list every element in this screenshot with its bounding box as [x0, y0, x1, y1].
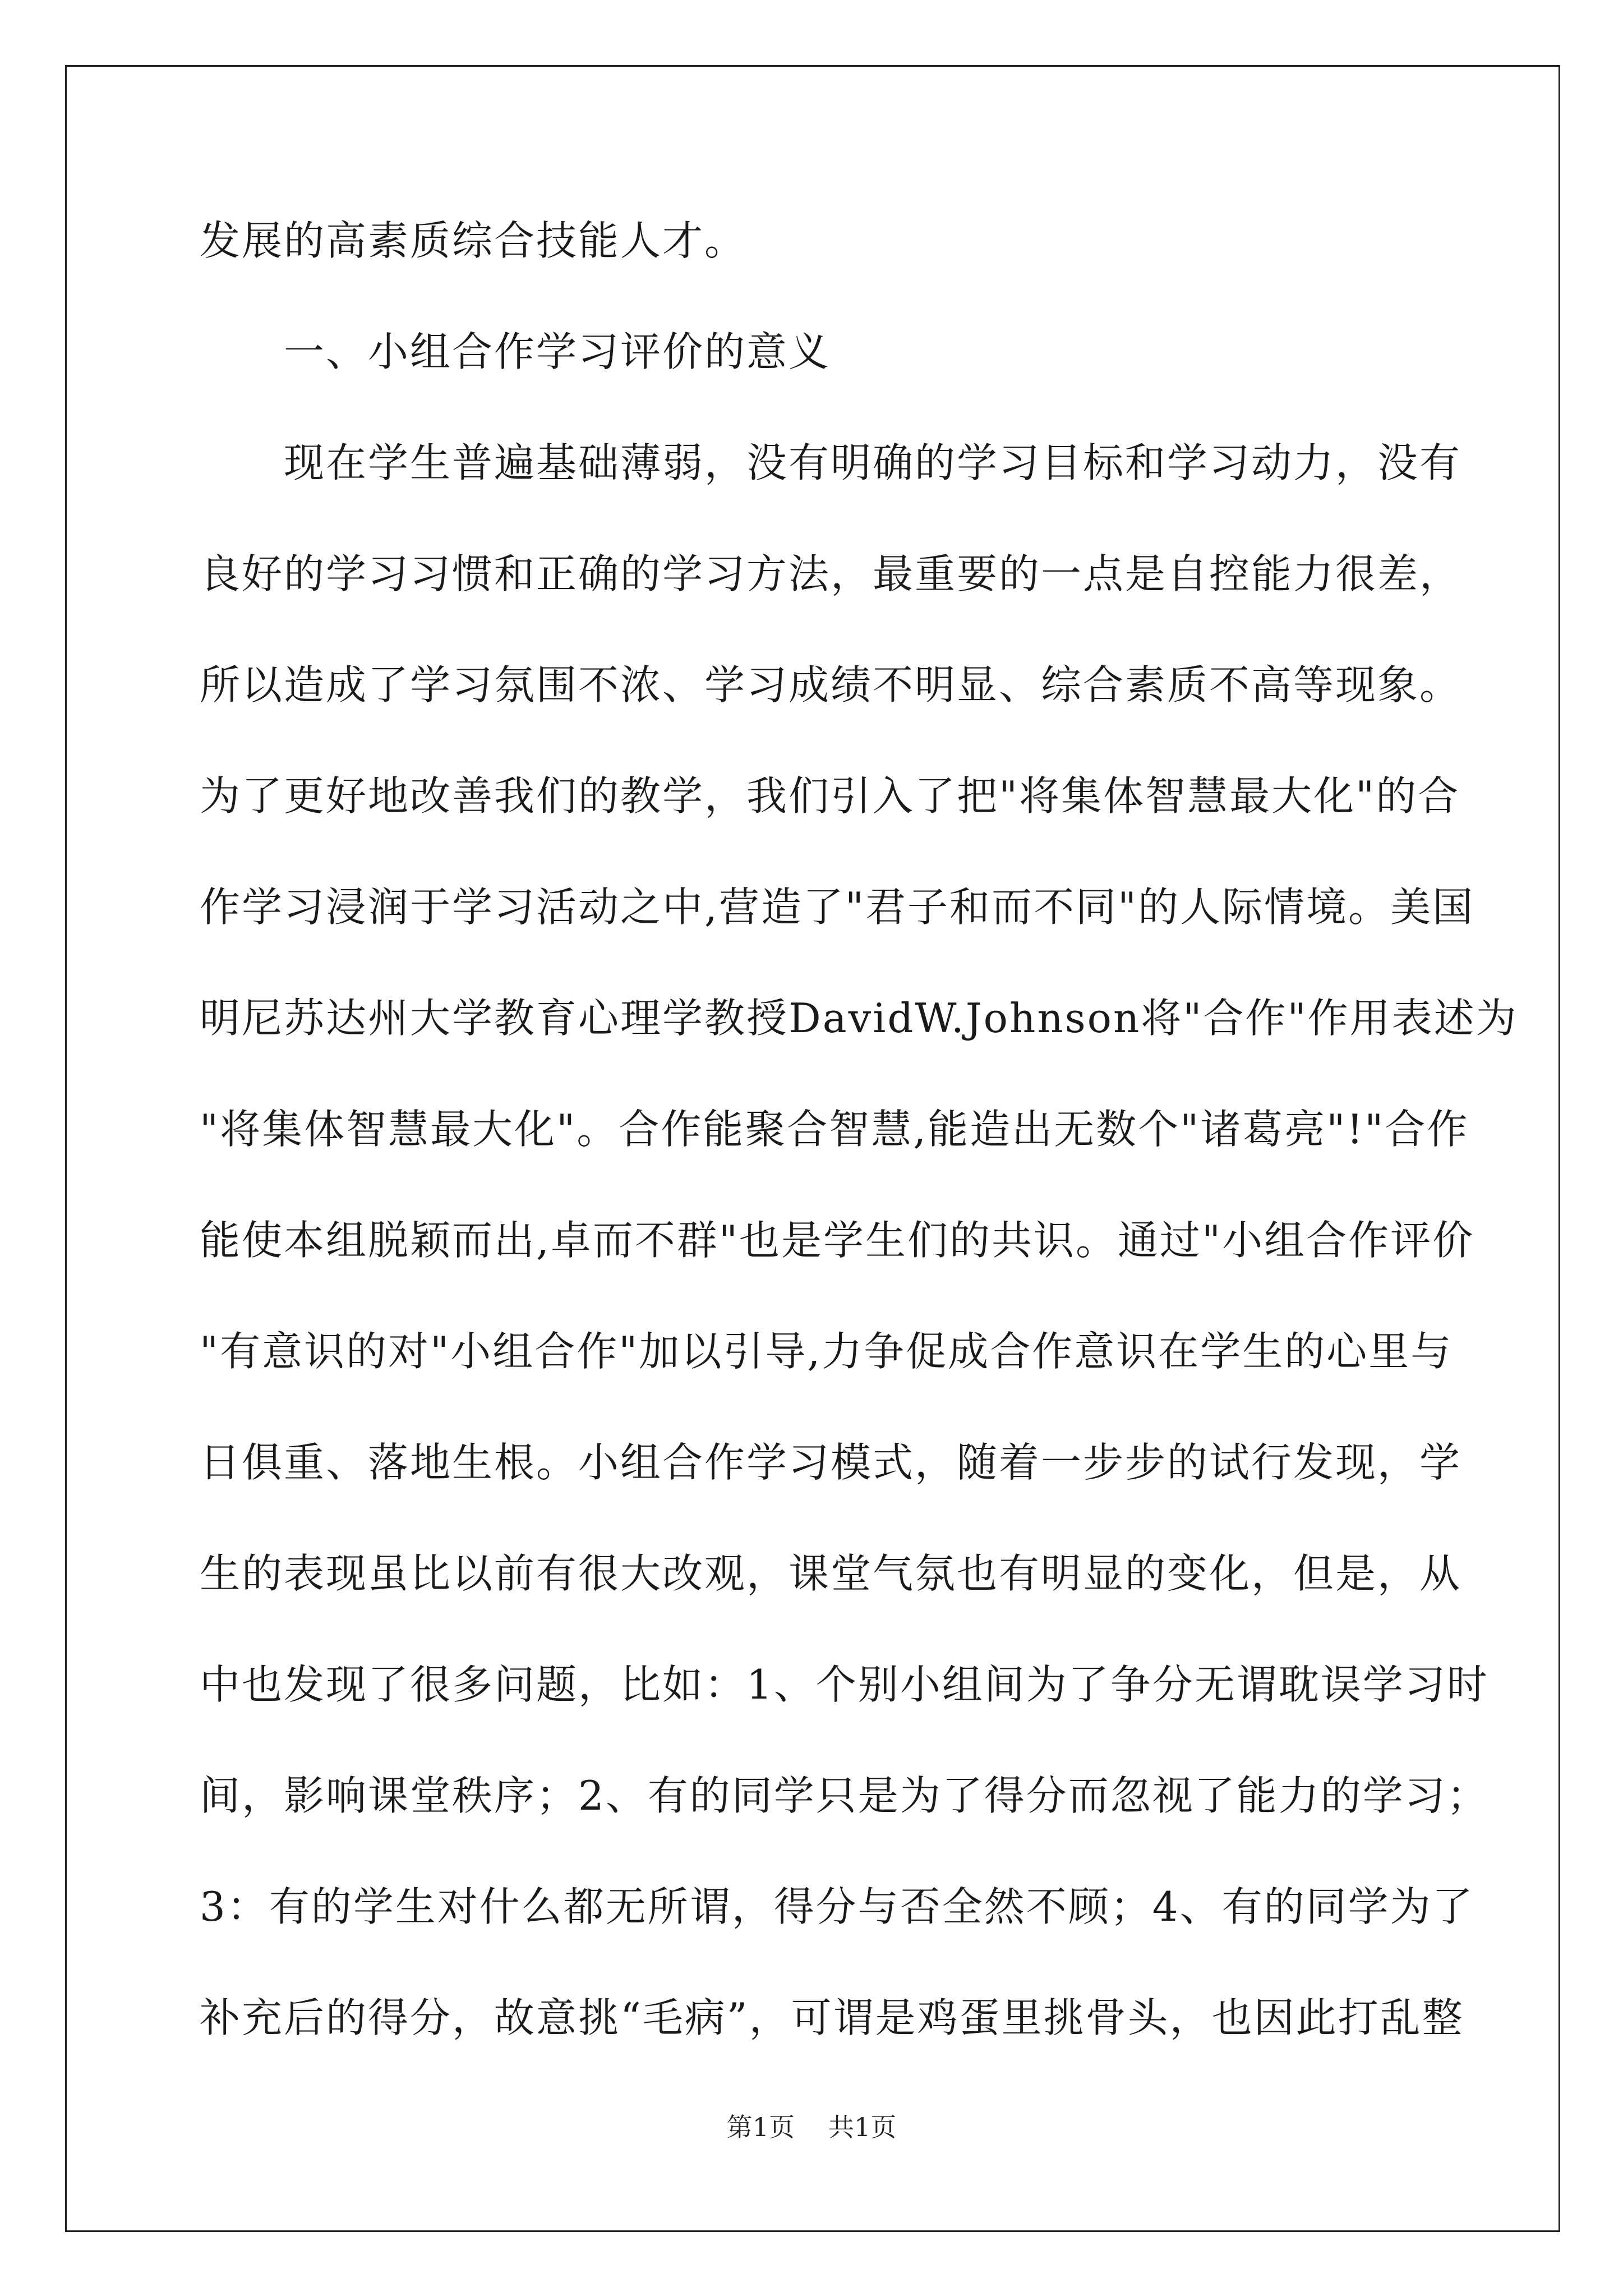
section-heading: 一、小组合作学习评价的意义	[284, 328, 831, 375]
text-line: "将集体智慧最大化"。合作能聚合智慧,能造出无数个"诸葛亮"!"合作	[200, 1106, 1469, 1153]
text-line: 3：有的学生对什么都无所谓，得分与否全然不顾；4、有的同学为了	[200, 1883, 1474, 1930]
text-line: 为了更好地改善我们的教学，我们引入了把"将集体智慧最大化"的合	[200, 772, 1460, 820]
text-line: 能使本组脱颖而出,卓而不群"也是学生们的共识。通过"小组合作评价	[200, 1217, 1475, 1264]
text-line: 生的表现虽比以前有很大改观，课堂气氛也有明显的变化，但是，从	[200, 1550, 1462, 1597]
text-line: 明尼苏达州大学教育心理学教授DavidW.Johnson将"合作"作用表述为	[200, 995, 1518, 1042]
page-number-total: 共1页	[828, 2112, 897, 2142]
text-line: 发展的高素质综合技能人才。	[200, 217, 747, 264]
document-body	[200, 185, 1518, 2073]
text-line: 中也发现了很多问题，比如：1、个别小组间为了争分无谓耽误学习时	[200, 1661, 1489, 1708]
text-line: 补充后的得分，故意挑“毛病”，可谓是鸡蛋里挑骨头，也因此打乱整	[200, 1994, 1464, 2041]
text-line: 良好的学习习惯和正确的学习方法，最重要的一点是自控能力很差，	[200, 550, 1462, 597]
page-number-current: 第1页	[726, 2112, 795, 2142]
text-line: 现在学生普遍基础薄弱，没有明确的学习目标和学习动力，没有	[284, 439, 1462, 486]
text-line: 所以造成了学习氛围不浓、学习成绩不明显、综合素质不高等现象。	[200, 661, 1462, 708]
text-line: "有意识的对"小组合作"加以引导,力争促成合作意识在学生的心里与	[200, 1328, 1453, 1375]
page-footer	[0, 2110, 1623, 2144]
text-line: 作学习浸润于学习活动之中,营造了"君子和而不同"的人际情境。美国	[200, 884, 1475, 931]
text-line: 间，影响课堂秩序；2、有的同学只是为了得分而忽视了能力的学习；	[200, 1772, 1489, 1819]
text-line: 日俱重、落地生根。小组合作学习模式，随着一步步的试行发现，学	[200, 1439, 1462, 1486]
